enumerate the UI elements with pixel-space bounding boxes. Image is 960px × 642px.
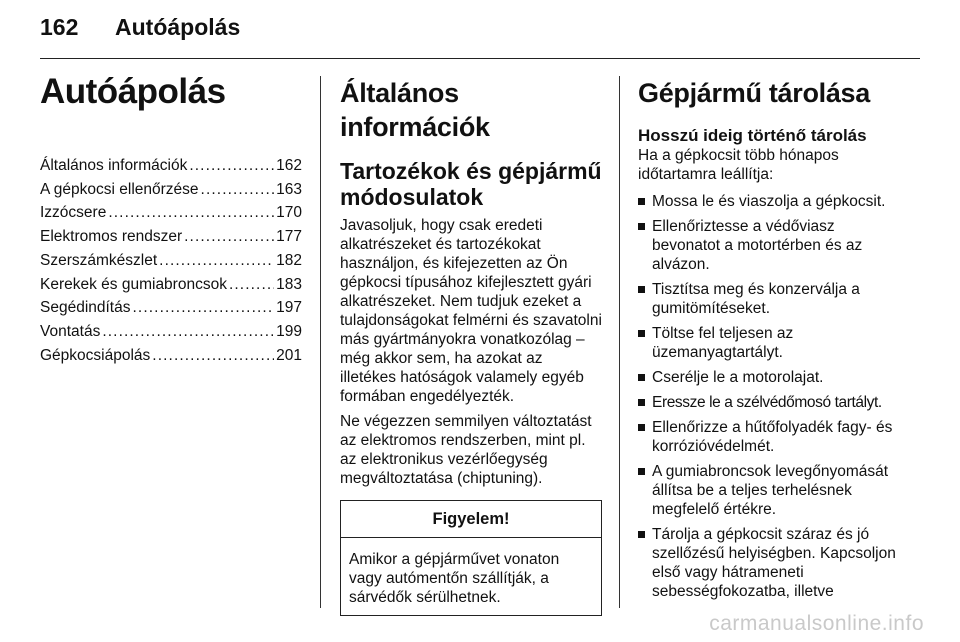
toc-entry-page: 177	[276, 228, 302, 246]
toc-entry-page: 197	[276, 299, 302, 317]
column-vehicle-storage	[638, 66, 902, 607]
toc-entry-title: Gépkocsiápolás	[40, 346, 151, 364]
toc-entry[interactable]	[40, 201, 302, 225]
toc-entry-title: Szerszámkészlet	[40, 251, 158, 269]
bullet-square-icon	[638, 468, 645, 475]
toc-entry-page: 162	[276, 157, 302, 174]
notice-body: Amikor a gépjárművet vonaton vagy autómentőn szállítják, a sárvédők sérülhetnek.	[349, 551, 560, 606]
notice-box	[340, 500, 602, 616]
bullet-square-icon	[638, 286, 645, 293]
bullet-square-icon	[638, 330, 645, 337]
chapter-title: Autóápolás	[40, 72, 226, 111]
toc-leader	[184, 225, 274, 249]
toc-entry-title: A gépkocsi ellenőrzése	[40, 180, 199, 198]
list-item	[638, 217, 902, 274]
toc-entry-title: Segédindítás	[40, 299, 131, 317]
section-heading: Általános információk	[340, 78, 490, 142]
list-item	[638, 192, 902, 211]
bullet-square-icon	[638, 531, 645, 538]
page-header	[40, 14, 920, 44]
toc-entry[interactable]	[40, 296, 302, 320]
toc-entry[interactable]	[40, 154, 302, 178]
bullet-square-icon	[638, 374, 645, 381]
list-item	[638, 393, 902, 412]
list-item	[638, 280, 902, 318]
toc-entry[interactable]	[40, 225, 302, 249]
subsection-heading: Tartozékok és gépjármű módosulatok	[340, 158, 602, 210]
toc-entry-title: Izzócsere	[40, 204, 107, 222]
table-of-contents	[40, 154, 302, 367]
toc-leader	[152, 344, 274, 368]
list-item-text: Tárolja a gépkocsit száraz és jó szellőzésű helyiségben. Kapcsoljon első vagy hátrameneti sebességfokozatba, illetve	[652, 526, 896, 600]
list-item-text: A gumiabroncsok levegőnyomását állítsa be a teljes terhelésnek megfelelő értékre.	[652, 463, 889, 518]
running-title: Autóápolás	[115, 14, 241, 40]
toc-leader	[229, 273, 274, 297]
notice-title: Figyelem!	[341, 501, 601, 538]
bullet-square-icon	[638, 399, 645, 406]
toc-leader	[133, 296, 275, 320]
list-item	[638, 462, 902, 519]
toc-entry[interactable]	[40, 178, 302, 202]
subsection-heading: Hosszú ideig történő tárolás	[638, 126, 867, 145]
body-paragraph: Ne végezzen semmilyen változtatást az elektromos rendszerben, mint pl. az elektronikus vezérlőegység megváltoztatása (chiptuning).	[340, 413, 592, 487]
toc-entry-title: Elektromos rendszer	[40, 228, 183, 246]
column-divider-2	[619, 76, 620, 608]
toc-entry-page: 170	[276, 204, 302, 222]
toc-leader	[108, 201, 274, 225]
list-item-text: Tisztítsa meg és konzerválja a gumitömítéseket.	[652, 281, 860, 317]
column-divider-1	[320, 76, 321, 608]
list-item	[638, 368, 902, 387]
page-number: 162	[40, 14, 79, 40]
toc-entry-title: Kerekek és gumiabroncsok	[40, 275, 227, 293]
toc-leader	[159, 249, 274, 273]
toc-entry[interactable]	[40, 249, 302, 273]
toc-leader	[102, 320, 274, 344]
watermark: carmanualsonline.info	[709, 612, 924, 635]
toc-entry-title: Általános információk	[40, 157, 188, 174]
bullet-square-icon	[638, 424, 645, 431]
list-item-text: Töltse fel teljesen az üzemanyagtartályt.	[652, 325, 794, 361]
toc-entry[interactable]	[40, 320, 302, 344]
list-item	[638, 418, 902, 456]
toc-entry-page: 163	[276, 180, 302, 198]
toc-entry-page: 199	[276, 322, 302, 340]
intro-paragraph: Ha a gépkocsit több hónapos időtartamra leállítja:	[638, 147, 839, 183]
list-item-text: Ellenőriztesse a védőviasz bevonatot a motortérben és az alvázon.	[652, 218, 863, 273]
column-general-info	[340, 66, 602, 616]
section-heading: Gépjármű tárolása	[638, 78, 870, 108]
toc-entry[interactable]	[40, 344, 302, 368]
bullet-square-icon	[638, 198, 645, 205]
list-item	[638, 525, 902, 601]
toc-entry[interactable]	[40, 273, 302, 297]
bullet-square-icon	[638, 223, 645, 230]
toc-entry-page: 183	[276, 275, 302, 293]
toc-leader	[189, 154, 274, 178]
storage-checklist	[638, 192, 902, 601]
column-chapter-toc	[40, 66, 302, 367]
body-paragraph: Javasoljuk, hogy csak eredeti alkatrészeket és tartozékokat használjon, és kifejezetten az Ön gépkocsi típusához kifejlesztett gyári alkatrészeket. Nem tudjuk ezeket a tulajdonságokat felmérni és szavatolni más gyártmányokra vonatkozólag – még akkor sem, ha azokat az illetékes hatóságok valamely egyéb formában engedélyezték.	[340, 217, 602, 405]
list-item-text: Eressze le a szélvédőmosó tartályt.	[652, 394, 882, 411]
list-item-text: Cserélje le a motorolajat.	[652, 369, 824, 386]
list-item-text: Ellenőrizze a hűtőfolyadék fagy- és korrózióvédelmét.	[652, 419, 893, 455]
toc-entry-page: 182	[276, 251, 302, 269]
toc-leader	[201, 178, 275, 202]
header-divider	[40, 58, 920, 59]
toc-entry-page: 201	[276, 346, 302, 364]
toc-entry-title: Vontatás	[40, 322, 101, 340]
list-item-text: Mossa le és viaszolja a gépkocsit.	[652, 193, 886, 210]
list-item	[638, 324, 902, 362]
